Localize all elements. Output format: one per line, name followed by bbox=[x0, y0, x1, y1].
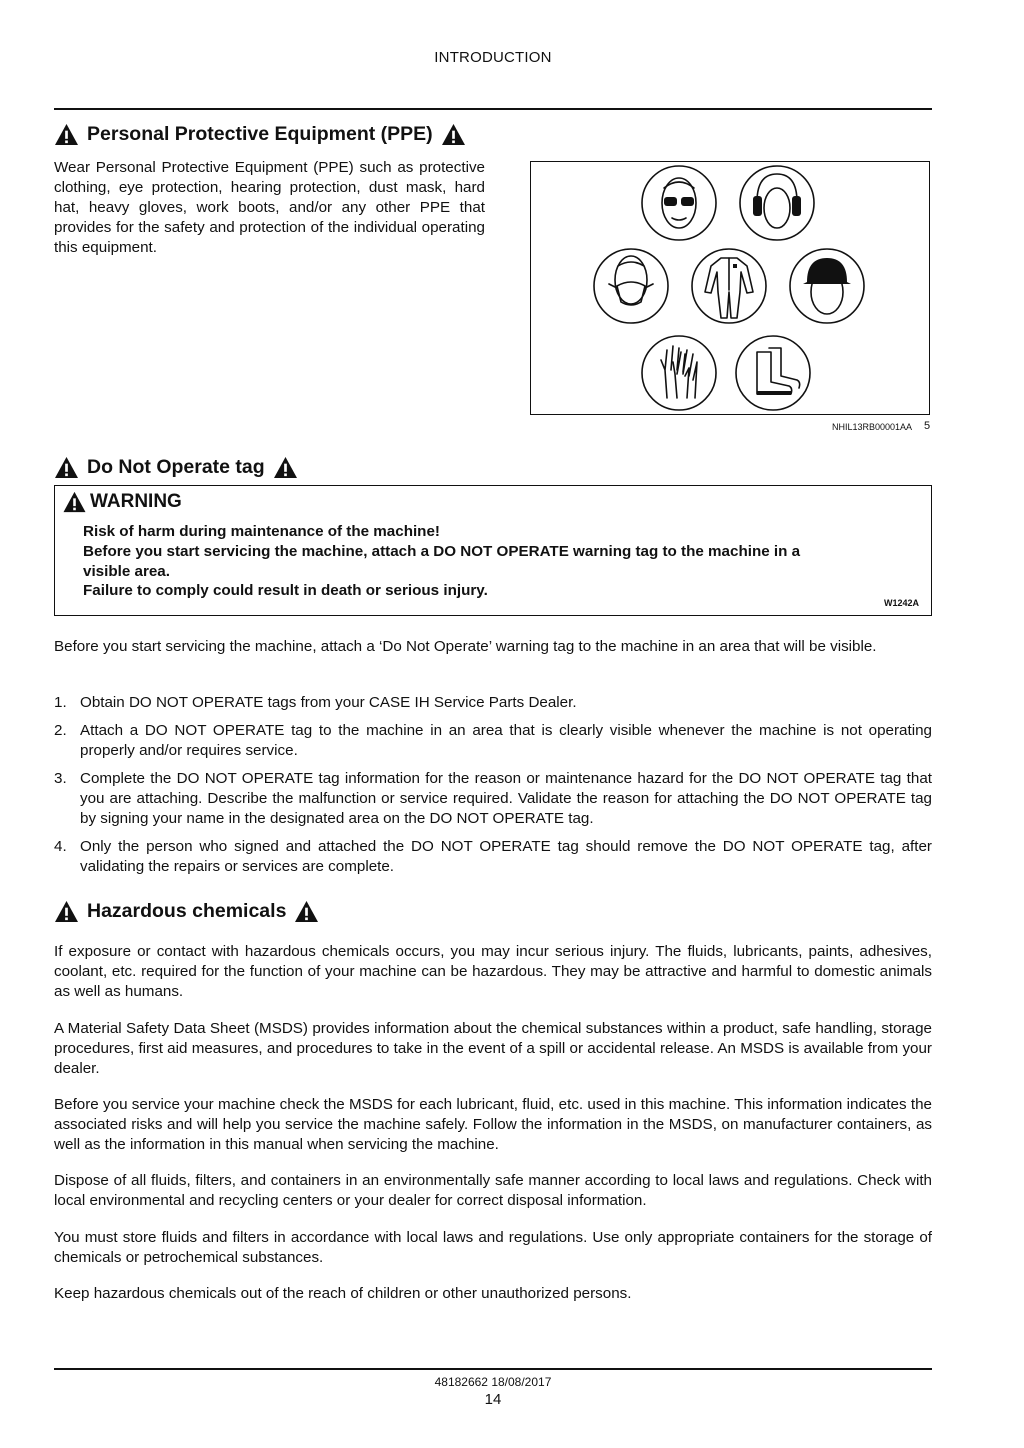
figure-caption: NHIL13RB00001AA bbox=[832, 422, 913, 432]
hazardous-paragraph: Dispose of all fluids, filters, and containers in an environmentally safe manner according to local laws and regulations. Check with local environmental and recycling centers or your dealer for correct disposal information. bbox=[54, 1172, 932, 1209]
warning-triangle-icon bbox=[54, 900, 79, 923]
figure-number: 5 bbox=[924, 420, 931, 432]
list-item bbox=[54, 693, 932, 713]
list-item bbox=[54, 769, 932, 829]
ppe-heading bbox=[54, 123, 466, 146]
warning-triangle-icon bbox=[54, 123, 79, 146]
warning-triangle-icon bbox=[62, 491, 87, 513]
ppe-heading-text: Personal Protective Equipment (PPE) bbox=[87, 123, 433, 145]
warning-triangle-icon bbox=[54, 456, 79, 479]
warning-triangle-icon bbox=[273, 456, 298, 479]
hazardous-chemicals-heading-text: Hazardous chemicals bbox=[87, 900, 287, 922]
warning-label-text: WARNING bbox=[90, 491, 182, 512]
warning-line: Failure to comply could result in death or serious injury. bbox=[83, 582, 488, 599]
warning-triangle-icon bbox=[441, 123, 466, 146]
warning-line: Risk of harm during maintenance of the machine! bbox=[83, 523, 440, 540]
header-rule bbox=[54, 108, 932, 110]
footer-rule bbox=[54, 1368, 932, 1370]
hazardous-paragraph: You must store fluids and filters in accordance with local laws and regulations. Use only appropriate containers for the storage of chemicals or petrochemical substances. bbox=[54, 1229, 932, 1266]
hard-hat-icon bbox=[790, 249, 864, 323]
list-item bbox=[54, 837, 932, 877]
list-item bbox=[54, 721, 932, 761]
ppe-figure bbox=[530, 161, 930, 415]
list-item-number: 3. bbox=[54, 770, 67, 787]
do-not-operate-heading bbox=[54, 456, 298, 479]
hazardous-paragraph: Before you service your machine check the MSDS for each lubricant, fluid, etc. used in this machine. This information indicates the associated risks and will help you service the machine safely. Follow the information in the MSDS, on manufacturer containers, as well as the information in this manual when servicing the machine. bbox=[54, 1096, 932, 1153]
footer-doc-info: 48182662 18/08/2017 bbox=[434, 1375, 552, 1389]
hazardous-chemicals-heading bbox=[54, 900, 319, 923]
hazardous-paragraph: Keep hazardous chemicals out of the reach of children or other unauthorized persons. bbox=[54, 1285, 632, 1302]
list-item-text: Attach a DO NOT OPERATE tag to the machine in an area that is clearly visible whenever the machine is not operating properly and/or requires service. bbox=[80, 722, 932, 759]
warning-label bbox=[62, 491, 182, 513]
page-header-title: INTRODUCTION bbox=[434, 49, 552, 66]
warning-line: visible area. bbox=[83, 563, 170, 580]
warning-line: Before you start servicing the machine, attach a DO NOT OPERATE warning tag to the machine in a bbox=[83, 543, 801, 560]
safety-glasses-icon bbox=[642, 166, 716, 240]
work-boots-icon bbox=[736, 336, 810, 410]
hazardous-paragraph: If exposure or contact with hazardous chemicals occurs, you may incur serious injury. The fluids, lubricants, paints, adhesives, coolant, etc. required for the function of your machine can be hazardous. They may be attractive and harmful to domestic animals as well as humans. bbox=[54, 943, 932, 1000]
ppe-paragraph: Wear Personal Protective Equipment (PPE) such as protective clothing, eye protection, hearing protection, dust mask, hard hat, heavy gloves, work boots, and/or any other PPE that provides for the safety and protection of the individual operating this equipment. bbox=[54, 159, 485, 256]
list-item-text: Obtain DO NOT OPERATE tags from your CASE IH Service Parts Dealer. bbox=[80, 694, 577, 711]
coveralls-icon bbox=[692, 249, 766, 323]
ppe-illustration bbox=[531, 162, 929, 414]
gloves-icon bbox=[642, 336, 716, 410]
warning-code: W1242A bbox=[884, 598, 920, 608]
hazardous-paragraph: A Material Safety Data Sheet (MSDS) provides information about the chemical substances within a product, safe handling, storage procedures, first aid measures, and procedures to take in the event of a spill or accidental release. An MSDS is available from your dealer. bbox=[54, 1020, 932, 1077]
warning-triangle-icon bbox=[294, 900, 319, 923]
do-not-operate-steps bbox=[54, 693, 932, 885]
list-item-text: Only the person who signed and attached the DO NOT OPERATE tag should remove the DO NOT OPERATE tag, after validating the repairs or services are complete. bbox=[80, 838, 932, 875]
list-item-number: 1. bbox=[54, 694, 67, 711]
dust-mask-icon bbox=[594, 249, 668, 323]
list-item-number: 2. bbox=[54, 722, 67, 739]
do-not-operate-heading-text: Do Not Operate tag bbox=[87, 456, 265, 478]
list-item-text: Complete the DO NOT OPERATE tag information for the reason or maintenance hazard for the DO NOT OPERATE tag that you are attaching. Describe the malfunction or service required. Validate the reason for attaching the DO NOT OPERATE tag by signing your name in the designated area on the DO NOT OPERATE tag. bbox=[80, 770, 932, 827]
page-number: 14 bbox=[484, 1391, 502, 1408]
list-item-number: 4. bbox=[54, 838, 67, 855]
ear-muffs-icon bbox=[740, 166, 814, 240]
do-not-operate-intro: Before you start servicing the machine, attach a ‘Do Not Operate’ warning tag to the machine in an area that will be visible. bbox=[54, 638, 877, 655]
